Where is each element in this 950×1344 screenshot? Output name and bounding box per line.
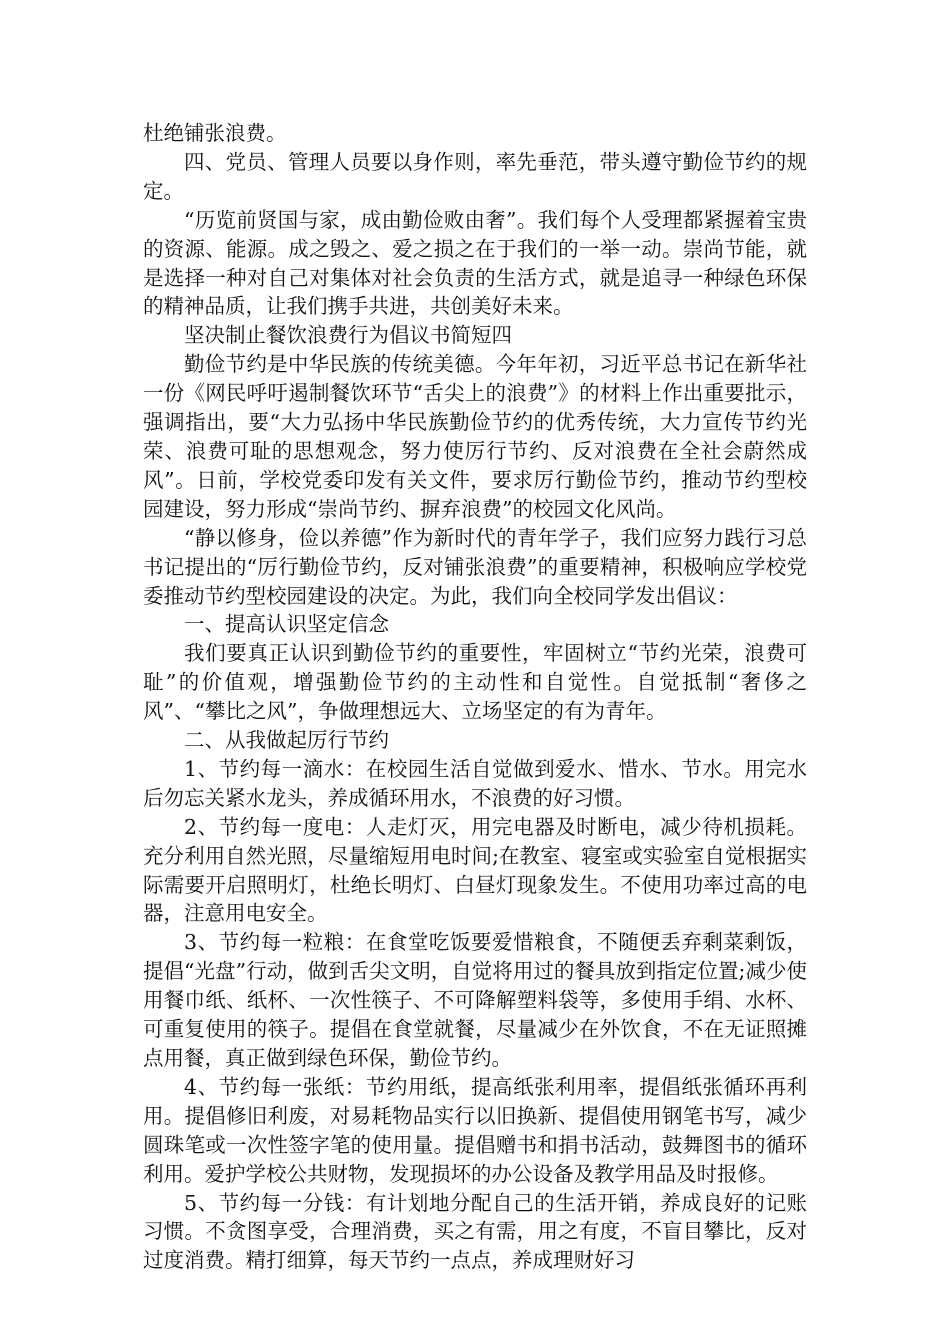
- list-item: 5、节约每一分钱：有计划地分配自己的生活开销，养成良好的记账习惯。不贪图享受，合理消费，买之有需，用之有度，不盲目攀比，反对过度消费。精打细算，每天节约一点点，养成理财好习: [143, 1190, 807, 1273]
- list-item: 2、节约每一度电：人走灯灭，用完电器及时断电，减少待机损耗。充分利用自然光照，尽量缩短用电时间;在教室、寝室或实验室自觉根据实际需要开启照明灯，杜绝长明灯、白昼灯现象发生。不使用功率过高的电器，注意用电安全。: [143, 814, 807, 926]
- document-body: [143, 119, 807, 1275]
- paragraph: 杜绝铺张浪费。: [143, 121, 287, 145]
- paragraph: 勤俭节约是中华民族的传统美德。今年年初，习近平总书记在新华社一份《网民呼吁遏制餐饮环节“舌尖上的浪费”》的材料上作出重要批示，强调指出，要“大力弘扬中华民族勤俭节约的优秀传统，大力宣传节约光荣、浪费可耻的思想观念，努力使厉行节约、反对浪费在全社会蔚然成风”。日前，学校党委印发有关文件，要求厉行勤俭节约，推动节约型校园建设，努力形成“崇尚节约、摒弃浪费”的校园文化风尚。: [143, 352, 807, 521]
- list-item: 1、节约每一滴水：在校园生活自觉做到爱水、惜水、节水。用完水后勿忘关紧水龙头，养成循环用水，不浪费的好习惯。: [143, 756, 807, 810]
- paragraph: “历览前贤国与家，成由勤俭败由奢”。我们每个人受理都紧握着宝贵的资源、能源。成之毁之、爱之损之在于我们的一举一动。崇尚节能，就是选择一种对自己对集体对社会负责的生活方式，就是追寻一种绿色环保的精神品质，让我们携手共进，共创美好未来。: [143, 207, 807, 319]
- list-item: 4、节约每一张纸：节约用纸，提高纸张利用率，提倡纸张循环再利用。提倡修旧利废，对易耗物品实行以旧换新、提倡使用钢笔书写，减少圆珠笔或一次性签字笔的使用量。提倡赠书和捐书活动，鼓舞图书的循环利用。爱护学校公共财物，发现损坏的办公设备及教学用品及时报修。: [143, 1074, 807, 1186]
- paragraph: 我们要真正认识到勤俭节约的重要性，牢固树立“节约光荣，浪费可耻”的价值观，增强勤俭节约的主动性和自觉性。自觉抵制“奢侈之风”、“攀比之风”，争做理想远大、立场坚定的有为青年。: [143, 641, 807, 724]
- paragraph: “静以修身，俭以养德”作为新时代的青年学子，我们应努力践行习总书记提出的“厉行勤俭节约，反对铺张浪费”的重要精神，积极响应学校党委推动节约型校园建设的决定。为此，我们向全校同学发出倡议：: [143, 525, 807, 608]
- section-heading: 一、提高认识坚定信念: [184, 612, 389, 637]
- paragraph: 四、党员、管理人员要以身作则，率先垂范，带头遵守勤俭节约的规定。: [143, 149, 807, 203]
- list-item: 3、节约每一粒粮：在食堂吃饭要爱惜粮食，不随便丢弃剩菜剩饭，提倡“光盘”行动，做到舌尖文明，自觉将用过的餐具放到指定位置;减少使用餐巾纸、纸杯、一次性筷子、不可降解塑料袋等，多使用手绢、水杯、可重复使用的筷子。提倡在食堂就餐，尽量减少在外饮食，不在无证照摊点用餐，真正做到绿色环保，勤俭节约。: [143, 930, 807, 1070]
- section-heading: 坚决制止餐饮浪费行为倡议书简短四: [184, 323, 512, 348]
- section-heading: 二、从我做起厉行节约: [184, 728, 389, 753]
